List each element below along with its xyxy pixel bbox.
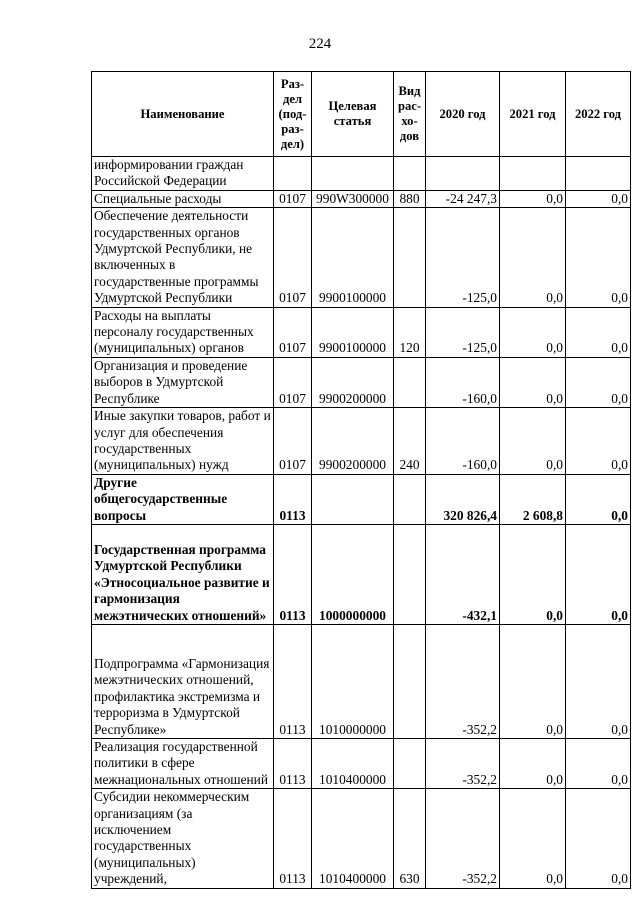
- cell-y2022: 0,0: [566, 624, 631, 738]
- cell-article: 1000000000: [312, 524, 394, 624]
- cell-section: 0107: [274, 208, 312, 307]
- cell-type: [394, 624, 426, 738]
- cell-y2022: 0,0: [566, 524, 631, 624]
- cell-section: 0113: [274, 738, 312, 788]
- cell-name: Иные закупки товаров, работ и услуг для обеспечения государственных (муниципальных) нужд: [92, 408, 274, 475]
- cell-y2022: 0,0: [566, 738, 631, 788]
- cell-y2020: 320 826,4: [426, 474, 500, 524]
- cell-type: [394, 524, 426, 624]
- cell-name: Специальные расходы: [92, 190, 274, 207]
- cell-y2020: -125,0: [426, 307, 500, 357]
- table-row: [92, 208, 631, 307]
- header-name: Наименование: [92, 72, 274, 157]
- header-section: Раз-дел (под-раз-дел): [274, 72, 312, 157]
- cell-section: 0113: [274, 474, 312, 524]
- cell-y2022: 0,0: [566, 307, 631, 357]
- cell-y2021: 2 608,8: [500, 474, 566, 524]
- cell-name: Реализация государственной политики в сфере межнациональных отношений: [92, 738, 274, 788]
- header-2020: 2020 год: [426, 72, 500, 157]
- cell-y2021: 0,0: [500, 307, 566, 357]
- cell-y2020: -24 247,3: [426, 190, 500, 207]
- table-row: [92, 738, 631, 788]
- table-row: [92, 157, 631, 191]
- cell-y2022: 0,0: [566, 357, 631, 407]
- cell-type: 240: [394, 408, 426, 475]
- cell-section: 0107: [274, 307, 312, 357]
- table-row: [92, 307, 631, 357]
- header-2021: 2021 год: [500, 72, 566, 157]
- cell-article: [312, 474, 394, 524]
- page-number: 224: [308, 36, 332, 52]
- cell-type: 120: [394, 307, 426, 357]
- cell-name: Расходы на выплаты персоналу государственных (муниципальных) органов: [92, 307, 274, 357]
- cell-section: [274, 157, 312, 191]
- header-2022: 2022 год: [566, 72, 631, 157]
- budget-table: [91, 71, 631, 889]
- cell-article: [312, 157, 394, 191]
- cell-y2021: [500, 157, 566, 191]
- cell-name: Государственная программа Удмуртской Республики «Этносоциальное развитие и гармонизация межэтнических отношений»: [92, 524, 274, 624]
- cell-y2022: 0,0: [566, 208, 631, 307]
- cell-article: 1010400000: [312, 789, 394, 888]
- cell-section: 0113: [274, 789, 312, 888]
- cell-y2020: -160,0: [426, 357, 500, 407]
- cell-article: 9900200000: [312, 408, 394, 475]
- cell-name: Другие общегосударственные вопросы: [92, 474, 274, 524]
- header-type: Вид рас-хо-дов: [394, 72, 426, 157]
- cell-y2020: -352,2: [426, 624, 500, 738]
- table-row: [92, 524, 631, 624]
- cell-y2021: 0,0: [500, 357, 566, 407]
- cell-type: [394, 208, 426, 307]
- header-article: Целевая статья: [312, 72, 394, 157]
- cell-y2021: 0,0: [500, 624, 566, 738]
- cell-type: [394, 738, 426, 788]
- cell-section: 0107: [274, 357, 312, 407]
- table-row: [92, 624, 631, 738]
- cell-type: 630: [394, 789, 426, 888]
- cell-y2021: 0,0: [500, 208, 566, 307]
- cell-section: 0113: [274, 624, 312, 738]
- cell-y2020: -352,2: [426, 789, 500, 888]
- cell-article: 1010400000: [312, 738, 394, 788]
- cell-name: Организация и проведение выборов в Удмуртской Республике: [92, 357, 274, 407]
- cell-y2022: 0,0: [566, 474, 631, 524]
- cell-section: 0113: [274, 524, 312, 624]
- cell-y2020: -352,2: [426, 738, 500, 788]
- cell-type: [394, 157, 426, 191]
- cell-y2021: 0,0: [500, 408, 566, 475]
- cell-y2020: -432,1: [426, 524, 500, 624]
- table-body: [92, 157, 631, 889]
- table-row: [92, 408, 631, 475]
- cell-type: [394, 474, 426, 524]
- cell-article: 9900100000: [312, 307, 394, 357]
- cell-y2021: 0,0: [500, 190, 566, 207]
- cell-article: 990W300000: [312, 190, 394, 207]
- cell-y2022: 0,0: [566, 408, 631, 475]
- table-header: [92, 72, 631, 157]
- table-row: [92, 474, 631, 524]
- cell-article: 1010000000: [312, 624, 394, 738]
- cell-name: Субсидии некоммерческим организациям (за исключением государственных (муниципальных) учреждений,: [92, 789, 274, 888]
- cell-y2021: 0,0: [500, 789, 566, 888]
- cell-y2022: 0,0: [566, 190, 631, 207]
- cell-article: 9900100000: [312, 208, 394, 307]
- cell-type: 880: [394, 190, 426, 207]
- cell-y2020: [426, 157, 500, 191]
- cell-y2022: 0,0: [566, 789, 631, 888]
- cell-y2022: [566, 157, 631, 191]
- cell-y2021: 0,0: [500, 738, 566, 788]
- cell-y2021: 0,0: [500, 524, 566, 624]
- cell-y2020: -160,0: [426, 408, 500, 475]
- table-row: [92, 190, 631, 207]
- cell-y2020: -125,0: [426, 208, 500, 307]
- cell-name: Подпрограмма «Гармонизация межэтнических отношений, профилактика экстремизма и терроризма в Удмуртской Республике»: [92, 624, 274, 738]
- cell-name: Обеспечение деятельности государственных органов Удмуртской Республики, не включенных в государственные программы Удмуртской Республики: [92, 208, 274, 307]
- cell-article: 9900200000: [312, 357, 394, 407]
- table-row: [92, 789, 631, 888]
- cell-section: 0107: [274, 408, 312, 475]
- cell-name: информировании граждан Российской Федерации: [92, 157, 274, 191]
- cell-section: 0107: [274, 190, 312, 207]
- cell-type: [394, 357, 426, 407]
- table-row: [92, 357, 631, 407]
